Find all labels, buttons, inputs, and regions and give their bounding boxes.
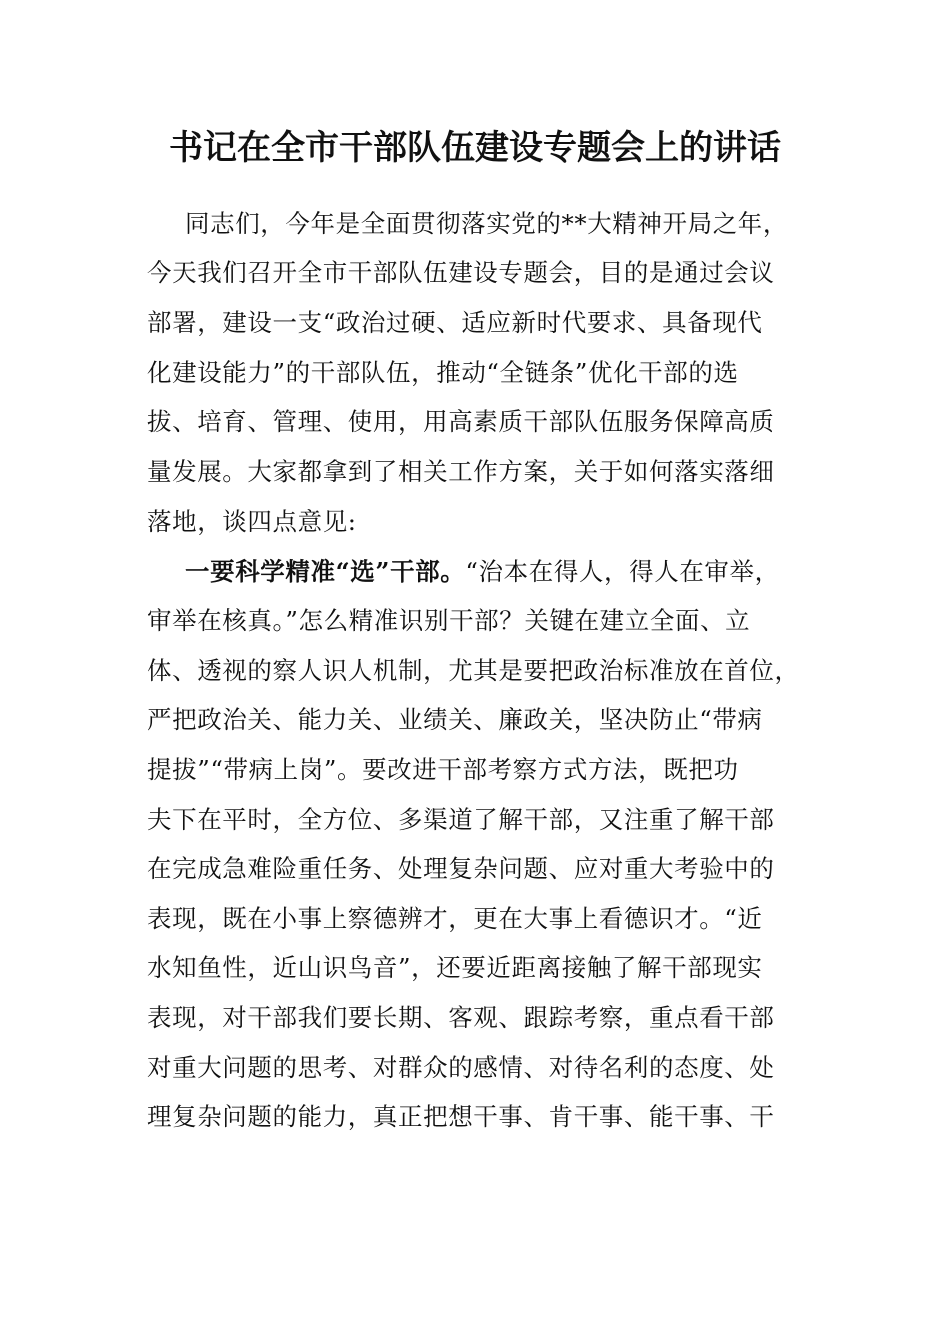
paragraph-1-line-4: 化建设能力”的干部队伍，推动“全链条”优化干部的选 (147, 358, 739, 387)
paragraph-2-line-5: 提拔”“带病上岗”。要改进干部考察方式方法，既把功 (147, 755, 739, 784)
paragraph-1-line-5: 拔、培育、管理、使用，用高素质干部队伍服务保障高质 (147, 407, 775, 436)
paragraph-2-line-7: 在完成急难险重任务、处理复杂问题、应对重大考验中的 (147, 854, 775, 883)
paragraph-2-line-1-text: “治本在得人，得人在审举， (465, 557, 780, 586)
paragraph-1-line-2: 今天我们召开全市干部队伍建设专题会，目的是通过会议 (147, 258, 775, 287)
paragraph-1-line-1: 同志们，今年是全面贯彻落实党的**大精神开局之年， (185, 209, 788, 238)
paragraph-1-line-6: 量发展。大家都拿到了相关工作方案，关于如何落实落细 (147, 457, 775, 486)
paragraph-2-line-9: 水知鱼性，近山识鸟音”，还要近距离接触了解干部现实 (147, 953, 763, 982)
document-title: 书记在全市干部队伍建设专题会上的讲话 (169, 128, 781, 168)
paragraph-2-line-6: 夫下在平时，全方位、多渠道了解干部，又注重了解干部 (147, 805, 775, 834)
paragraph-2-line-4: 严把政治关、能力关、业绩关、廉政关，坚决防止“带病 (147, 705, 763, 734)
paragraph-2-line-11: 对重大问题的思考、对群众的感情、对待名利的态度、处 (147, 1053, 775, 1082)
section-heading-1: 一要科学精准“选”干部。 (185, 557, 466, 586)
paragraph-2-line-3: 体、透视的察人识人机制，尤其是要把政治标准放在首位， (147, 656, 800, 685)
paragraph-2-line-8: 表现，既在小事上察德辨才，更在大事上看德识才。“近 (147, 904, 763, 933)
paragraph-2-line-10: 表现，对干部我们要长期、客观、跟踪考察，重点看干部 (147, 1003, 775, 1032)
paragraph-2-line-1 (185, 555, 780, 589)
paragraph-2-line-2: 审举在核真。”怎么精准识别干部？关键在建立全面、立 (147, 606, 751, 635)
paragraph-1-line-3: 部署，建设一支“政治过硬、适应新时代要求、具备现代 (147, 308, 763, 337)
paragraph-1-line-7: 落地，谈四点意见: (147, 507, 357, 536)
paragraph-2-line-12: 理复杂问题的能力，真正把想干事、肯干事、能干事、干 (147, 1102, 775, 1131)
